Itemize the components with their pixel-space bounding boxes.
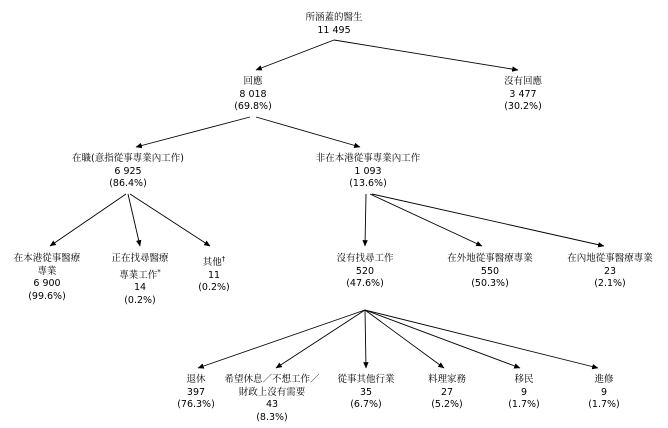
node-medical-profession-mainland xyxy=(567,253,653,291)
node-line: 沒有回應 xyxy=(503,76,543,87)
node-line: 11 xyxy=(207,269,221,281)
node-line: (69.8%) xyxy=(234,101,272,112)
footnote-marker: * xyxy=(157,267,161,276)
node-line: (2.1%) xyxy=(594,278,626,289)
node-responded xyxy=(234,76,272,114)
edge-not-in-hk-to-medical-overseas xyxy=(370,194,482,246)
edge-not-seeking-work-to-further-study xyxy=(365,310,598,368)
node-not-practising-in-hk xyxy=(316,153,421,191)
node-line: 財政上沒有需要 xyxy=(238,386,306,398)
node-line: 正在找尋醫療 xyxy=(111,253,169,264)
node-line: (47.6%) xyxy=(346,278,384,289)
node-housework xyxy=(428,374,466,412)
edge-not-seeking-work-to-other-industry xyxy=(365,310,366,368)
node-not-seeking-work xyxy=(336,253,393,291)
node-line: 專業 xyxy=(37,265,57,277)
node-emigration xyxy=(508,374,540,412)
node-line: (6.7%) xyxy=(350,399,382,410)
node-line: 移民 xyxy=(514,374,534,385)
node-line: 在本港從事醫療 xyxy=(13,253,81,264)
node-line: 進修 xyxy=(594,374,614,385)
node-line: 所涵蓋的醫生 xyxy=(305,12,363,23)
node-line: 退休 xyxy=(186,374,206,385)
node-line: 550 xyxy=(480,265,500,277)
edge-in-service-to-seeking-medical-work xyxy=(128,194,140,246)
node-line: (99.6%) xyxy=(28,290,66,302)
node-seeking-medical-work xyxy=(111,253,168,307)
node-line: (1.7%) xyxy=(588,399,620,410)
node-line: 9 xyxy=(600,386,608,398)
node-line: 520 xyxy=(355,265,375,277)
node-line: (0.2%) xyxy=(198,282,230,294)
edge-not-seeking-work-to-emigration xyxy=(365,310,520,368)
node-line: 9 xyxy=(520,386,528,398)
node-in-service-within-profession xyxy=(72,153,184,191)
node-line: 6 925 xyxy=(114,165,142,177)
node-line: 在外地從事醫療專業 xyxy=(447,253,533,264)
node-line: 沒有找尋工作 xyxy=(336,253,394,264)
node-engaged-in-other-industry xyxy=(337,374,394,412)
node-line: (30.2%) xyxy=(504,101,542,112)
node-line: 非在本港從事專業內工作 xyxy=(315,153,421,164)
node-line: 3 477 xyxy=(509,88,537,100)
node-line: 8 018 xyxy=(239,88,267,100)
node-line: (76.3%) xyxy=(177,399,215,410)
node-line: 27 xyxy=(440,386,454,398)
node-line: 35 xyxy=(359,386,373,398)
edge-responded-to-not-in-hk xyxy=(256,117,360,147)
node-line: 希望休息／不想工作／ xyxy=(224,374,320,385)
node-line: 6 900 xyxy=(33,278,61,289)
node-line: 23 xyxy=(603,265,617,277)
node-line: 回應 xyxy=(243,76,263,87)
edge-not-in-hk-to-not-seeking-work xyxy=(365,194,366,246)
edge-responded-to-in-service xyxy=(136,117,250,147)
node-line: 從事其他行業 xyxy=(337,374,395,385)
edge-not-seeking-work-to-rest-or-no-need xyxy=(276,310,365,368)
edge-root-to-no-response xyxy=(334,40,518,70)
node-line: (1.7%) xyxy=(508,399,540,410)
node-line: 在內地從事醫療專業 xyxy=(567,253,653,264)
node-rest-or-no-financial-need xyxy=(224,374,319,424)
node-no-response xyxy=(504,76,542,114)
node-line: 料理家務 xyxy=(427,374,467,385)
node-line: 397 xyxy=(186,386,206,398)
edge-not-seeking-work-to-retired xyxy=(198,310,365,368)
node-line: (5.2%) xyxy=(431,399,463,410)
node-line: 11 495 xyxy=(317,24,351,36)
edge-in-service-to-others xyxy=(130,194,210,246)
node-medical-profession-in-hk xyxy=(14,253,81,303)
node-line: (50.3%) xyxy=(471,278,509,289)
edge-not-in-hk-to-medical-mainland xyxy=(372,194,604,246)
node-line: 43 xyxy=(265,399,279,410)
node-further-study xyxy=(588,374,620,412)
node-line: 14 xyxy=(133,282,147,294)
node-others xyxy=(198,253,230,295)
node-line: 在職(意指從事專業內工作) xyxy=(72,153,184,164)
node-medical-profession-overseas xyxy=(447,253,533,291)
edge-not-seeking-work-to-housework xyxy=(365,310,444,368)
node-line: 1 093 xyxy=(354,165,382,177)
node-line: (13.6%) xyxy=(349,178,387,189)
node-retired xyxy=(177,374,215,412)
node-line: 專業工作* xyxy=(119,267,161,281)
footnote-marker: † xyxy=(221,255,226,263)
edge-root-to-responded xyxy=(256,40,334,70)
node-line: (8.3%) xyxy=(256,411,288,423)
edge-in-service-to-medical-hk xyxy=(50,194,126,246)
node-line: (0.2%) xyxy=(124,294,156,306)
node-covered-doctors xyxy=(305,12,362,37)
node-line: (86.4%) xyxy=(109,178,147,189)
node-line: 其他† xyxy=(202,255,226,269)
